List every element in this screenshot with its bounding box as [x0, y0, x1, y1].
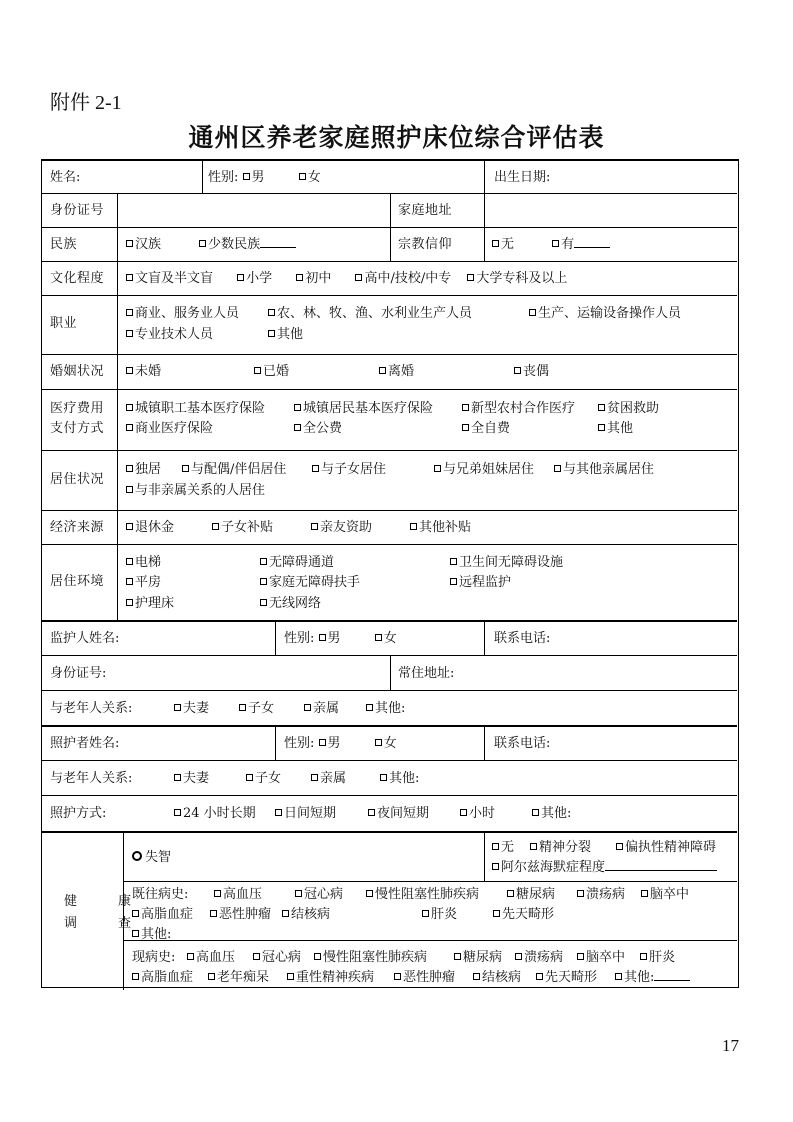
living-option[interactable]: 与子女居住 [312, 462, 386, 478]
history-option[interactable]: 冠心病 [295, 887, 343, 903]
medical-option[interactable]: 全公费 [294, 421, 342, 437]
caregiver-gender-field: 性别: 男 女 [284, 736, 397, 751]
edu-option[interactable]: 初中 [296, 271, 331, 286]
medical-option[interactable]: 贫困救助 [598, 401, 659, 417]
marital-option[interactable]: 已婚 [254, 364, 289, 380]
page-number: 17 [722, 1036, 739, 1055]
job-option[interactable]: 农、林、牧、渔、水利业生产人员 [268, 306, 472, 322]
current-option[interactable]: 重性精神疾病 [287, 970, 374, 986]
guardian-relation-label: 与老年人关系: [50, 701, 133, 716]
caregiver-relation-option[interactable]: 亲属 [311, 771, 346, 787]
caregiver-name-label: 照护者姓名: [50, 736, 120, 751]
care-mode-label: 照护方式: [50, 806, 107, 821]
history-option[interactable]: 高血压 [214, 887, 262, 903]
care-mode-option[interactable]: 小时 [460, 806, 495, 822]
ethnicity-label: 民族 [50, 237, 78, 252]
job-option[interactable]: 其他 [268, 327, 303, 343]
mental-option[interactable]: 无 [492, 840, 514, 856]
edu-option[interactable]: 高中/技校/中专 [355, 271, 451, 286]
marital-option[interactable]: 未婚 [126, 364, 161, 380]
mental-option[interactable]: 精神分裂 [530, 840, 591, 856]
medical-option[interactable]: 城镇职工基本医疗保险 [126, 401, 265, 417]
edu-option[interactable]: 大学专科及以上 [467, 271, 567, 286]
env-option[interactable]: 护理床 [126, 596, 174, 612]
living-label: 居住状况 [50, 472, 105, 487]
env-option[interactable]: 卫生间无障碍设施 [450, 555, 563, 571]
income-option[interactable]: 退休金 [126, 520, 174, 536]
history-option[interactable]: 结核病 [282, 907, 330, 923]
env-option[interactable]: 远程监护 [450, 575, 511, 591]
gender-field [208, 170, 321, 186]
medical-option[interactable]: 商业医疗保险 [126, 421, 213, 437]
caregiver-relation-option[interactable]: 子女 [246, 771, 281, 787]
care-mode-option[interactable]: 24 小时长期 [174, 806, 256, 822]
medical-option[interactable]: 新型农村合作医疗 [462, 401, 575, 417]
address-label: 家庭地址 [398, 203, 453, 218]
income-option[interactable]: 子女补贴 [212, 520, 273, 536]
ethnicity-han-checkbox[interactable]: 汉族 [126, 237, 161, 252]
job-option[interactable]: 生产、运输设备操作人员 [529, 306, 681, 322]
care-mode-option[interactable]: 夜间短期 [368, 806, 429, 822]
marital-option[interactable]: 丧偶 [514, 364, 549, 380]
income-label: 经济来源 [50, 520, 105, 535]
history-option[interactable]: 溃疡病 [577, 887, 625, 903]
alzheimer-field[interactable]: 阿尔兹海默症程度 [492, 860, 717, 876]
caregiver-male-checkbox[interactable]: 男 [319, 736, 341, 751]
medical-label: 医疗费用 [50, 401, 105, 416]
living-option[interactable]: 与非亲属关系的人居住 [126, 483, 265, 499]
current-option[interactable]: 老年痴呆 [208, 970, 269, 986]
living-option[interactable]: 独居 [126, 462, 161, 478]
env-option[interactable]: 平房 [126, 575, 161, 591]
env-option[interactable]: 无线网络 [260, 596, 321, 612]
ethnicity-options [126, 237, 296, 253]
current-illness-label: 现病史: [132, 950, 176, 965]
history-option[interactable]: 肝炎 [422, 907, 457, 923]
living-option[interactable]: 与配偶/伴侣居住 [182, 462, 286, 478]
income-option[interactable]: 其他补贴 [410, 520, 471, 536]
caregiver-relation-option[interactable]: 其他: [380, 771, 419, 787]
guardian-name-label: 监护人姓名: [50, 631, 120, 646]
guardian-address-label: 常住地址: [398, 666, 455, 681]
name-label: 姓名: [50, 170, 81, 185]
medical-option[interactable]: 全自费 [462, 421, 510, 437]
education-options [126, 271, 567, 287]
caregiver-female-checkbox[interactable]: 女 [375, 736, 397, 751]
current-option[interactable]: 结核病 [473, 970, 521, 986]
current-option[interactable]: 糖尿病 [454, 950, 502, 966]
current-option[interactable]: 先天畸形 [536, 970, 597, 986]
religion-none-checkbox[interactable]: 无 [492, 237, 514, 252]
history-label: 既往病史: [132, 887, 189, 902]
history-option[interactable]: 糖尿病 [507, 887, 555, 903]
religion-options [492, 237, 610, 253]
dementia-radio[interactable]: 失智 [132, 850, 171, 866]
health-label: 健 康 调 查 [64, 894, 146, 931]
education-label: 文化程度 [50, 271, 105, 286]
job-option[interactable]: 商业、服务业人员 [126, 306, 239, 322]
medical-option[interactable]: 其他 [598, 421, 633, 437]
income-option[interactable]: 亲友资助 [311, 520, 372, 536]
edu-option[interactable]: 文盲及半文盲 [126, 271, 213, 286]
guardian-id-label: 身份证号: [50, 666, 107, 681]
female-checkbox[interactable]: 女 [299, 170, 321, 185]
guardian-relation-option[interactable]: 亲属 [304, 701, 339, 717]
living-option[interactable]: 与兄弟姐妹居住 [434, 462, 534, 478]
care-mode-option[interactable]: 其他: [532, 806, 571, 822]
current-option[interactable]: 冠心病 [253, 950, 301, 966]
id-label: 身份证号 [50, 203, 105, 218]
marital-label: 婚姻状况 [50, 364, 105, 379]
current-option[interactable]: 慢性阻塞性肺疾病 [314, 950, 427, 966]
current-option[interactable]: 肝炎 [640, 950, 675, 966]
attachment-label: 附件 2-1 [50, 92, 122, 114]
current-option[interactable]: 高脂血症 [132, 970, 193, 986]
history-option[interactable]: 脑卒中 [641, 887, 689, 903]
guardian-relation-option[interactable]: 子女 [239, 701, 274, 717]
guardian-female-checkbox[interactable]: 女 [375, 631, 397, 646]
guardian-phone-label: 联系电话: [494, 631, 551, 646]
guardian-gender-field: 性别: 男 女 [284, 631, 397, 646]
edu-option[interactable]: 小学 [237, 271, 272, 286]
care-mode-option[interactable]: 日间短期 [275, 806, 336, 822]
guardian-male-checkbox[interactable]: 男 [319, 631, 341, 646]
history-option[interactable]: 先天畸形 [493, 907, 554, 923]
job-option[interactable]: 专业技术人员 [126, 327, 213, 343]
caregiver-relation-option[interactable]: 夫妻 [174, 771, 209, 787]
gender-label: 性别: [208, 170, 239, 185]
living-option[interactable]: 与其他亲属居住 [554, 462, 654, 478]
job-label: 职业 [50, 316, 78, 331]
religion-yes-checkbox[interactable]: 有 [552, 237, 610, 252]
caregiver-phone-label: 联系电话: [494, 736, 551, 751]
env-option[interactable]: 无障碍通道 [260, 555, 334, 571]
current-option[interactable]: 脑卒中 [577, 950, 625, 966]
medical-option[interactable]: 城镇居民基本医疗保险 [294, 401, 433, 417]
mental-option[interactable]: 偏执性精神障碍 [616, 840, 716, 856]
medical-label: 支付方式 [50, 421, 105, 436]
current-option[interactable]: 高血压 [187, 950, 235, 966]
religion-label: 宗教信仰 [398, 237, 453, 252]
history-option[interactable]: 恶性肿瘤 [210, 907, 271, 923]
current-option[interactable]: 恶性肿瘤 [394, 970, 455, 986]
marital-option[interactable]: 离婚 [379, 364, 414, 380]
current-option[interactable]: 其他: [615, 970, 690, 986]
form-title: 通州区养老家庭照护床位综合评估表 [188, 123, 605, 152]
guardian-relation-option[interactable]: 夫妻 [174, 701, 209, 717]
history-option[interactable]: 慢性阻塞性肺疾病 [366, 887, 479, 903]
assessment-form [41, 159, 739, 988]
env-option[interactable]: 家庭无障碍扶手 [260, 575, 360, 591]
ethnicity-minority-checkbox[interactable]: 少数民族 [199, 237, 296, 252]
env-option[interactable]: 电梯 [126, 555, 161, 571]
birth-label: 出生日期: [494, 170, 551, 185]
male-checkbox[interactable]: 男 [243, 170, 265, 185]
history-option[interactable]: 其他: [132, 927, 171, 943]
caregiver-relation-label: 与老年人关系: [50, 771, 133, 786]
current-option[interactable]: 溃疡病 [515, 950, 563, 966]
environment-label: 居住环境 [50, 574, 105, 589]
history-option[interactable]: 高脂血症 [132, 907, 193, 923]
radio-selected-icon [132, 851, 142, 861]
guardian-relation-option[interactable]: 其他: [366, 701, 405, 717]
